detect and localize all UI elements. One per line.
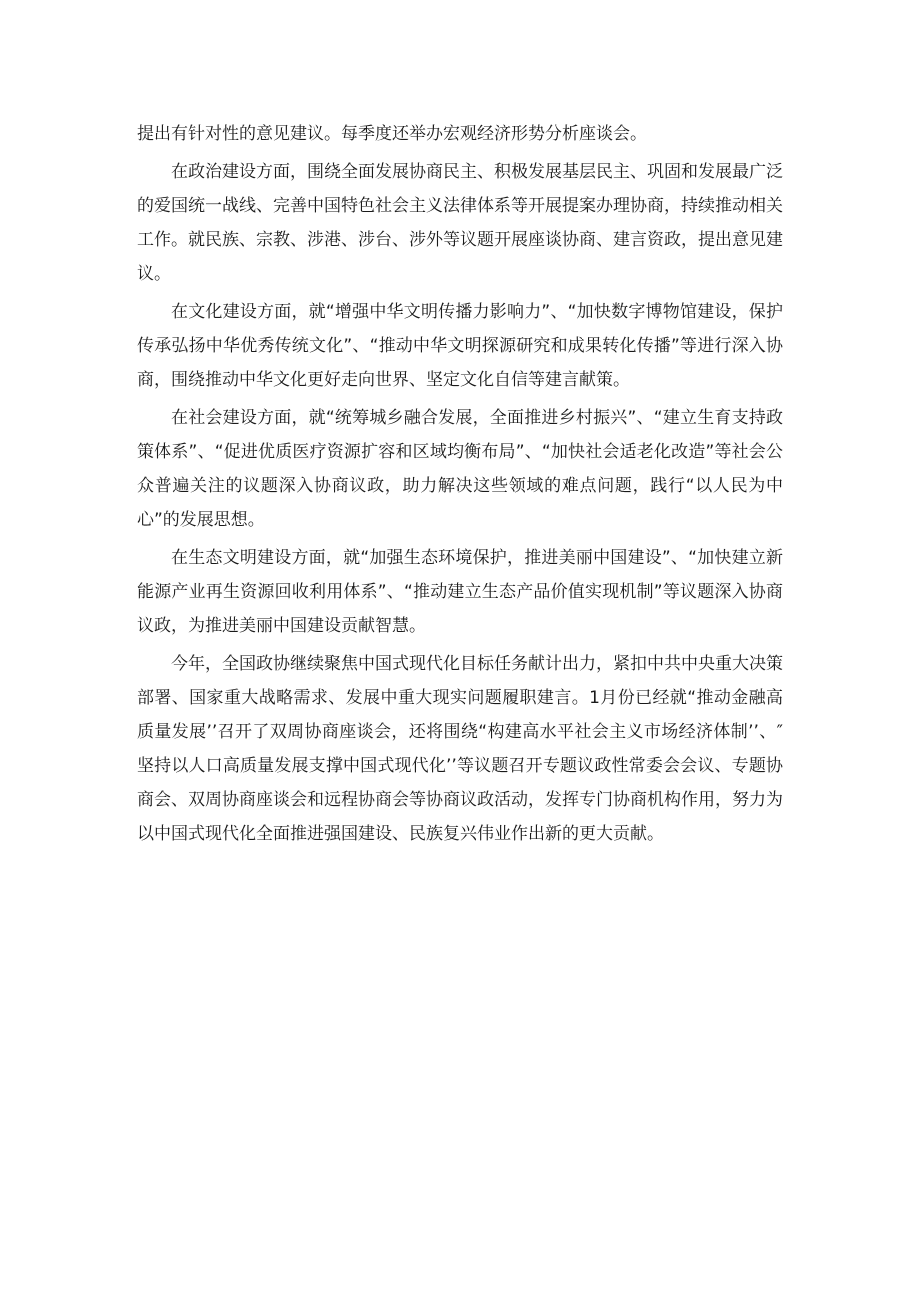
paragraph-this-year: 今年，全国政协继续聚焦中国式现代化目标任务献计出力，紧扣中共中央重大决策部署、国家重大战略需求、发展中重大现实问题履职建言。1月份已经就“推动金融高质量发展’’召开了双周协商座谈会，还将围绕“构建高水平社会主义市场经济体制’’、″坚持以人口高质量发展支撑中国式现代化’’等议题召开专题议政性常委会会议、专题协商会、双周协商座谈会和远程协商会等协商议政活动，发挥专门协商机构作用，努力为以中国式现代化全面推进强国建设、民族复兴伟业作出新的更大贡献。 (137, 654, 783, 844)
paragraph-cultural-construction: 在文化建设方面，就“增强中华文明传播力影响力”、“加快数字博物馆建设，保护传承弘扬中华优秀传统文化”、“推动中华文明探源研究和成果转化传播”等进行深入协商，围绕推动中华文化更好走向世界、坚定文化自信等建言献策。 (137, 302, 783, 390)
paragraph-ecological-construction: 在生态文明建设方面，就“加强生态环境保护，推进美丽中国建设”、“加快建立新能源产业再生资源回收利用体系”、“推动建立生态产品价值实现机制”等议题深入协商议政，为推进美丽中国建设贡献智慧。 (137, 548, 783, 636)
document-body (137, 117, 783, 855)
paragraph-social-construction: 在社会建设方面，就“统筹城乡融合发展，全面推进乡村振兴”、“建立生育支持政策体系”、“促进优质医疗资源扩容和区域均衡布局”、“加快社会适老化改造”等社会公众普遍关注的议题深入协商议政，助力解决这些领域的难点问题，践行“以人民为中心”的发展思想。 (137, 408, 783, 530)
paragraph-continuation: 提出有针对性的意见建议。每季度还举办宏观经济形势分析座谈会。 (137, 124, 647, 144)
paragraph-political-construction: 在政治建设方面，围绕全面发展协商民主、积极发展基层民主、巩固和发展最广泛的爱国统一战线、完善中国特色社会主义法律体系等开展提案办理协商，持续推动相关工作。就民族、宗教、涉港、涉台、涉外等议题开展座谈协商、建言资政，提出意见建议。 (137, 162, 783, 284)
